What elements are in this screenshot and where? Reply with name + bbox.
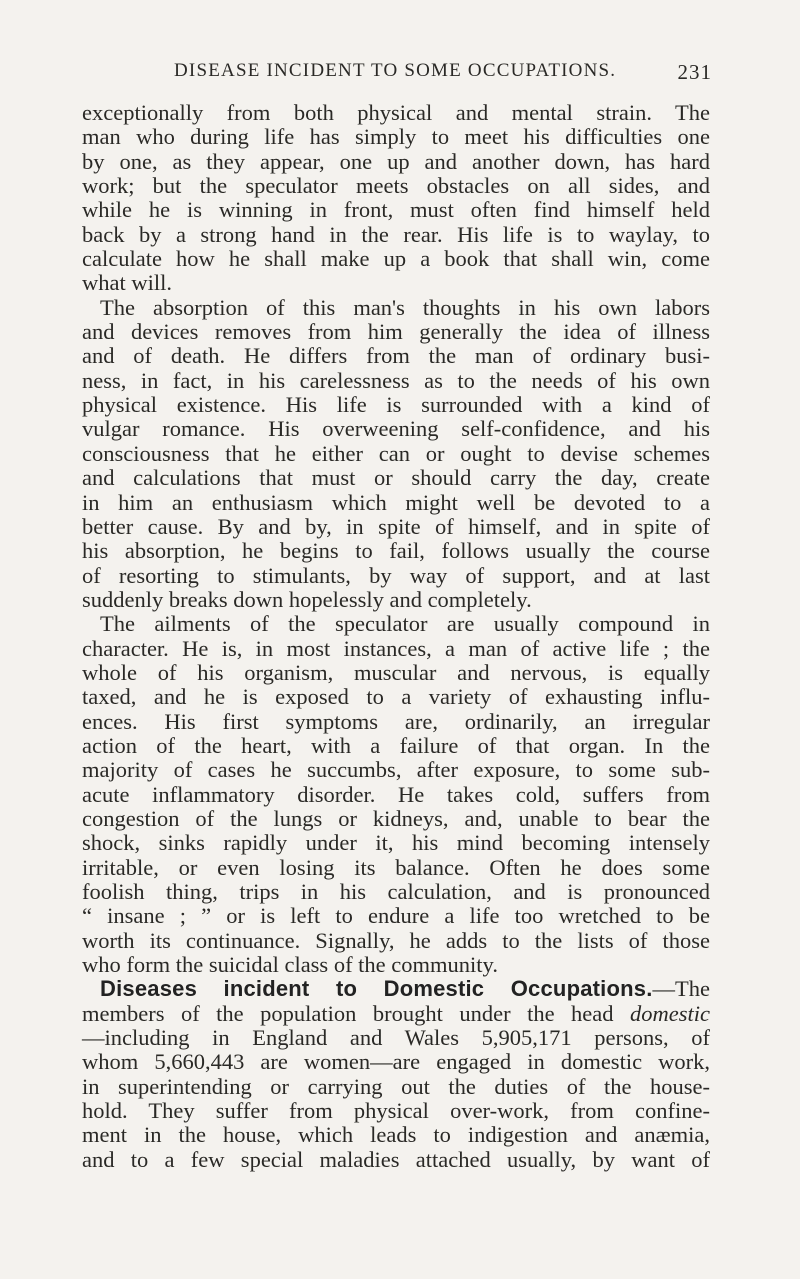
text-line: —including in England and Wales 5,905,171 persons, of — [82, 1025, 710, 1051]
text-line: what will. — [82, 270, 172, 296]
text-line — [82, 1002, 710, 1026]
text-line: majority of cases he succumbs, after exposure, to some sub- — [82, 757, 710, 783]
text-line: physical existence. His life is surrounded with a kind of — [82, 392, 710, 418]
text-line: character. He is, in most instances, a man of active life ; the — [82, 635, 710, 661]
text-line: calculate how he shall make up a book that shall win, come — [82, 246, 710, 272]
text-line: by one, as they appear, one up and another down, has hard — [82, 148, 710, 174]
paragraph — [82, 101, 710, 296]
text-line: ment in the house, which leads to indigestion and anæmia, — [82, 1122, 710, 1148]
text-line: “ insane ; ” or is left to endure a life too wretched to be — [82, 903, 710, 929]
text-line: congestion of the lungs or kidneys, and, unable to bear the — [82, 805, 710, 831]
running-title: DISEASE INCIDENT TO SOME OCCUPATIONS. — [174, 60, 617, 81]
text-line: while he is winning in front, must often find himself held — [82, 197, 710, 223]
paragraph — [82, 612, 710, 977]
text-line: suddenly breaks down hopelessly and completely. — [82, 586, 532, 612]
text-line: and devices removes from him generally the idea of illness — [82, 319, 710, 345]
text-line: hold. They suffer from physical over-work, from confine- — [82, 1098, 710, 1124]
italic-term: domestic — [630, 1000, 710, 1026]
section-heading-rest: —The — [652, 976, 710, 1002]
text-line: whom 5,660,443 are women—are engaged in domestic work, — [82, 1049, 710, 1075]
page-number: 231 — [677, 60, 712, 84]
text-line: and to a few special maladies attached usually, by want of — [82, 1146, 710, 1172]
text-line: of resorting to stimulants, by way of support, and at last — [82, 562, 710, 588]
text-line: The ailments of the speculator are usually compound in — [100, 611, 710, 637]
section-heading: Diseases incident to Domestic Occupations. — [100, 976, 653, 1002]
text-line: acute inflammatory disorder. He takes cold, suffers from — [82, 781, 710, 807]
section-heading-line — [82, 977, 710, 1001]
body-text — [82, 101, 710, 1172]
text-line: consciousness that he either can or ought to devise schemes — [82, 440, 710, 466]
section-paragraph — [82, 977, 710, 1172]
text-line: ences. His first symptoms are, ordinarily, an irregular — [82, 708, 710, 734]
text-line: worth its continuance. Signally, he adds to the lists of those — [82, 927, 710, 953]
text-line: man who during life has simply to meet his difficulties one — [82, 124, 710, 150]
text-line: foolish thing, trips in his calculation, and is pronounced — [82, 879, 710, 904]
text-line: who form the suicidal class of the community. — [82, 952, 498, 978]
text-line: whole of his organism, muscular and nervous, is equally — [82, 659, 710, 685]
text-line: ness, in fact, in his carelessness as to the needs of his own — [82, 367, 710, 393]
text-line: vulgar romance. His overweening self-confidence, and his — [82, 416, 710, 442]
text-line: work; but the speculator meets obstacles on all sides, and — [82, 173, 710, 199]
text-line: irritable, or even losing its balance. Often he does some — [82, 854, 710, 880]
text-segment: members of the population brought under the head — [82, 1000, 631, 1026]
text-line: in superintending or carrying out the duties of the house- — [82, 1073, 710, 1099]
paragraph — [82, 296, 710, 612]
text-line: his absorption, he begins to fail, follows usually the course — [82, 538, 710, 564]
running-head — [88, 60, 712, 86]
text-line: and calculations that must or should carry the day, create — [82, 465, 710, 491]
text-line: action of the heart, with a failure of that organ. In the — [82, 732, 710, 758]
text-line: in him an enthusiasm which might well be devoted to a — [82, 489, 710, 515]
text-line: The absorption of this man's thoughts in his own labors — [100, 294, 710, 320]
text-line: and of death. He differs from the man of ordinary busi- — [82, 343, 710, 369]
text-line: taxed, and he is exposed to a variety of exhausting influ- — [82, 684, 710, 710]
text-line: better cause. By and by, in spite of himself, and in spite of — [82, 513, 710, 539]
text-line: shock, sinks rapidly under it, his mind becoming intensely — [82, 830, 710, 856]
text-line: exceptionally from both physical and mental strain. The — [82, 100, 710, 125]
text-line: back by a strong hand in the rear. His life is to waylay, to — [82, 221, 710, 247]
